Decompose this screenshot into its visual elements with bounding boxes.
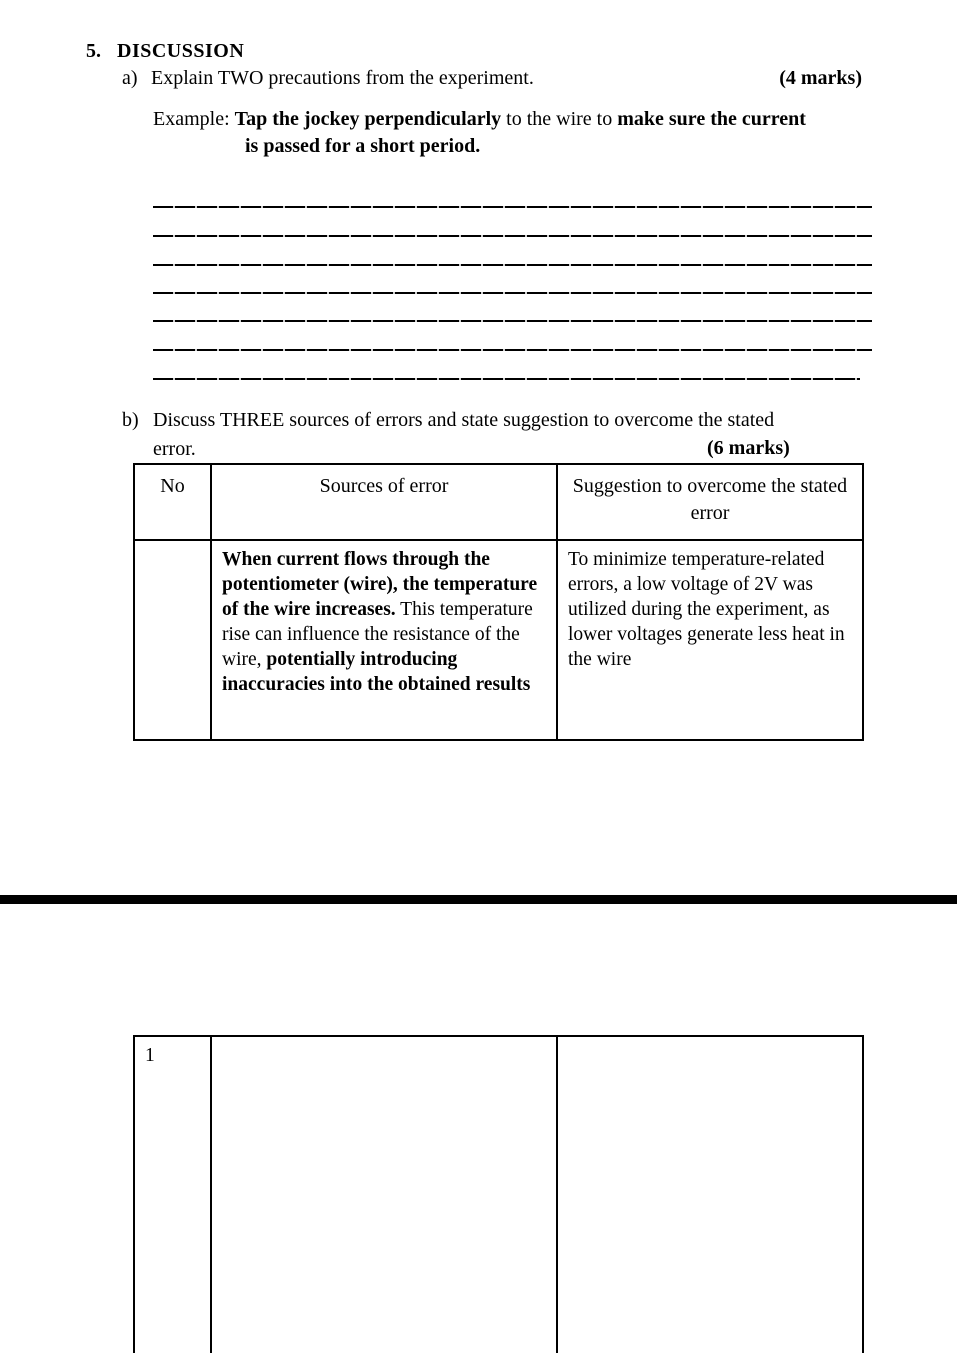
header-suggestion: Suggestion to overcome the stated error <box>557 464 863 540</box>
cell-no <box>134 540 211 740</box>
section-heading <box>86 40 245 63</box>
answer-line <box>153 235 872 237</box>
cell-row-number: 1 <box>134 1036 211 1353</box>
source-bold-1: When current flows through the potentiometer (wire), the temperature of the wire increases. <box>222 549 538 620</box>
example-regular-1: to the wire to <box>501 108 618 130</box>
section-title: DISCUSSION <box>117 40 245 62</box>
example-label: Example: <box>153 108 235 130</box>
answer-line <box>153 349 872 351</box>
page-break-bar <box>0 895 957 904</box>
example-bold-1: Tap the jockey perpendicularly <box>234 108 502 130</box>
question-a-prompt: Explain TWO precautions from the experiment. <box>151 67 534 89</box>
section-number: 5. <box>86 40 101 62</box>
error-sources-table <box>133 463 864 741</box>
example-text-line2: is passed for a short period. <box>245 135 481 157</box>
cell-suggestion: To minimize temperature-related errors, a low voltage of 2V was utilized during the experiment, as lower voltages generate less heat in the wire <box>557 540 863 740</box>
question-a <box>122 67 534 90</box>
source-bold-2: potentially introducing inaccuracies into the obtained results <box>222 649 531 695</box>
question-b <box>122 409 775 432</box>
example-bold-2: make sure the current <box>617 108 806 130</box>
example-text-line1 <box>153 108 806 131</box>
question-b-prompt-line1: Discuss THREE sources of errors and state suggestion to overcome the stated <box>153 409 775 431</box>
header-no: No <box>134 464 211 540</box>
cell-source-of-error-empty <box>211 1036 557 1353</box>
cell-suggestion-empty <box>557 1036 863 1353</box>
question-a-marks: (4 marks) <box>779 67 862 89</box>
header-sources-of-error: Sources of error <box>211 464 557 540</box>
question-b-label: b) <box>122 409 139 431</box>
question-a-label: a) <box>122 67 138 89</box>
continuation-table-row <box>134 1036 863 1353</box>
answer-line <box>153 378 860 380</box>
answer-line <box>153 320 872 322</box>
error-table-row <box>134 540 863 740</box>
question-b-marks: (6 marks) <box>707 437 790 459</box>
answer-line <box>153 206 872 208</box>
answer-line <box>153 264 872 266</box>
question-b-prompt-line2: error. <box>153 438 196 460</box>
error-table-header-row <box>134 464 863 540</box>
answer-line <box>153 292 872 294</box>
cell-source-of-error <box>211 540 557 740</box>
source-regular-1: This temperature rise can influence the resistance of the wire, <box>222 599 533 670</box>
continuation-table <box>133 1035 864 1353</box>
